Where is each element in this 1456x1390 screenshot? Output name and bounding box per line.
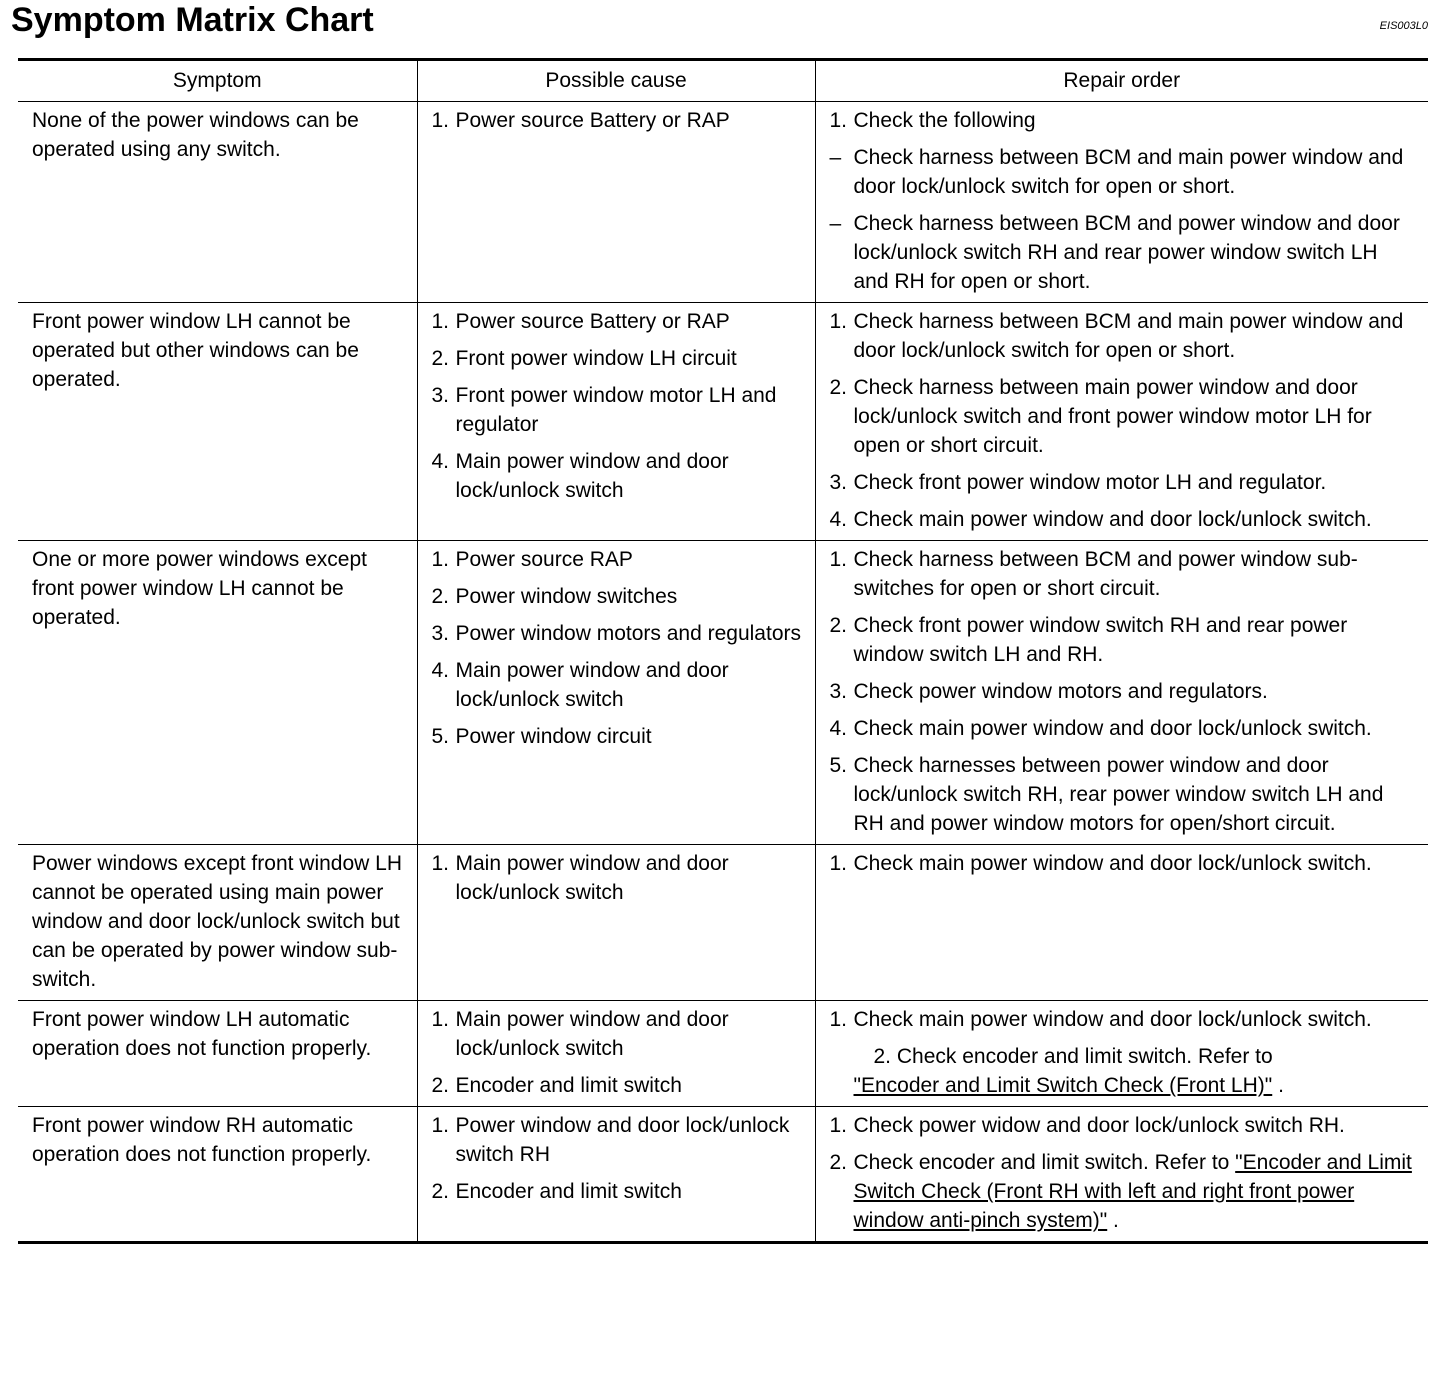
list — [432, 1111, 805, 1206]
list-text: Main power window and door lock/unlock switch — [455, 852, 729, 904]
list-marker: 1. — [431, 109, 450, 132]
list-marker: 4. — [431, 450, 450, 473]
repair-order-cell — [815, 1107, 1428, 1243]
list-marker: 1. — [431, 1008, 450, 1031]
header-row — [18, 60, 1428, 102]
list-marker: 3. — [829, 471, 848, 494]
list — [830, 307, 1419, 534]
list-marker: 4. — [431, 659, 450, 682]
list-item — [432, 619, 805, 648]
list-marker: 2. — [829, 1151, 848, 1174]
list — [432, 545, 805, 751]
repair-order-cell — [815, 845, 1428, 1001]
list-text: Check harness between BCM and main power window and door lock/unlock switch for open or short. — [853, 146, 1404, 198]
list-item — [432, 1111, 805, 1169]
list-item — [830, 545, 1419, 603]
list-item — [830, 1005, 1419, 1034]
possible-cause-cell — [417, 541, 815, 845]
list-item — [830, 611, 1419, 669]
list-text: Check power window motors and regulators. — [853, 680, 1268, 703]
list — [830, 106, 1419, 296]
list-text: Power window circuit — [455, 725, 652, 748]
list-text: . — [1272, 1074, 1284, 1097]
list — [830, 849, 1419, 878]
page-title: Symptom Matrix Chart — [11, 1, 374, 39]
list-text: Check power widow and door lock/unlock switch RH. — [853, 1114, 1345, 1137]
list-item — [830, 1148, 1419, 1235]
list-marker: 3. — [431, 622, 450, 645]
list-item — [830, 677, 1419, 706]
list-marker: 2. — [431, 1074, 450, 1097]
list-marker: 5. — [431, 725, 450, 748]
reference-link[interactable]: "Encoder and Limit Switch Check (Front LH)" — [853, 1074, 1273, 1097]
possible-cause-cell — [417, 1001, 815, 1107]
list-text: Check main power window and door lock/unlock switch. — [853, 508, 1372, 531]
list-item — [432, 106, 805, 135]
list-marker: 1. — [431, 310, 450, 333]
list-text: Check harness between BCM and power window and door lock/unlock switch RH and rear power window switch LH and RH for open or short. — [853, 212, 1400, 293]
list-text: Power source Battery or RAP — [455, 310, 730, 333]
list — [830, 545, 1419, 838]
possible-cause-cell — [417, 303, 815, 541]
list-item — [432, 381, 805, 439]
list-item — [830, 307, 1419, 365]
list-item — [432, 307, 805, 336]
list-item — [830, 714, 1419, 743]
list-text: Check harnesses between power window and door lock/unlock switch RH, rear power window switch LH and RH and power window motors for open/short circuit. — [853, 754, 1384, 835]
list-marker: 3. — [431, 384, 450, 407]
list-marker: 2. — [829, 614, 848, 637]
repair-order-cell — [815, 102, 1428, 303]
list-text: Check front power window motor LH and regulator. — [853, 471, 1327, 494]
list-text: Check harness between BCM and power window sub-switches for open or short circuit. — [853, 548, 1358, 600]
list-marker: 1. — [829, 852, 848, 875]
list-text: Encoder and limit switch — [455, 1074, 682, 1097]
list-item — [432, 1005, 805, 1063]
list-text: Main power window and door lock/unlock switch — [455, 450, 729, 502]
list-text: Check harness between main power window and door lock/unlock switch and front power window motor LH for open or short circuit. — [853, 376, 1372, 457]
list-text: Check main power window and door lock/unlock switch. — [853, 717, 1372, 740]
symptom-cell: Power windows except front window LH cannot be operated using main power window and door lock/unlock switch but can be operated by power window sub-switch. — [18, 845, 417, 1001]
list-item — [830, 209, 1419, 296]
list — [432, 1005, 805, 1100]
list-marker: 2. — [431, 1180, 450, 1203]
table-row — [18, 1107, 1428, 1243]
list-text: Power window motors and regulators — [455, 622, 801, 645]
list-text: Check main power window and door lock/unlock switch. — [853, 852, 1372, 875]
list-text: Power window switches — [455, 585, 678, 608]
table-row — [18, 845, 1428, 1001]
list-item — [830, 373, 1419, 460]
list-item — [432, 545, 805, 574]
list-text: 2. Check encoder and limit switch. Refer to — [873, 1045, 1273, 1068]
list-marker: 1. — [829, 548, 848, 571]
repair-order-cell — [815, 1001, 1428, 1107]
table-row — [18, 102, 1428, 303]
list — [432, 849, 805, 907]
document-code: EIS003L0 — [1379, 20, 1428, 32]
list-text: Main power window and door lock/unlock switch — [455, 659, 729, 711]
list-text: Front power window motor LH and regulator — [455, 384, 777, 436]
list-item — [432, 656, 805, 714]
list-marker: 4. — [829, 508, 848, 531]
list-marker: 1. — [431, 1114, 450, 1137]
list-marker: 3. — [829, 680, 848, 703]
table-row — [18, 1001, 1428, 1107]
list-text: Main power window and door lock/unlock switch — [455, 1008, 729, 1060]
symptom-matrix-table — [18, 58, 1428, 1244]
list-item — [432, 1177, 805, 1206]
header-repair-order: Repair order — [815, 60, 1428, 102]
list-marker: – — [829, 146, 842, 169]
list-item — [830, 751, 1419, 838]
list-text: Front power window LH circuit — [455, 347, 737, 370]
list-item — [432, 582, 805, 611]
list-marker: 1. — [431, 548, 450, 571]
symptom-cell: Front power window RH automatic operation does not function properly. — [32, 1114, 372, 1166]
table-row — [18, 303, 1428, 541]
symptom-cell: Front power window LH cannot be operated but other windows can be operated. — [18, 303, 417, 541]
list-marker: 1. — [829, 310, 848, 333]
list-text: Check main power window and door lock/unlock switch. — [853, 1008, 1372, 1031]
header-symptom: Symptom — [18, 60, 417, 102]
list-text: Power source RAP — [455, 548, 633, 571]
list-item — [830, 1111, 1419, 1140]
list-text: . — [1107, 1209, 1119, 1232]
symptom-cell: Front power window LH automatic operation does not function properly. — [18, 1001, 417, 1107]
list — [830, 1111, 1419, 1235]
list-text: Check harness between BCM and main power window and door lock/unlock switch for open or short. — [853, 310, 1404, 362]
list-marker: 1. — [829, 109, 848, 132]
list-marker: 2. — [431, 585, 450, 608]
list-item — [432, 447, 805, 505]
list-item — [830, 143, 1419, 201]
list-marker: 5. — [829, 754, 848, 777]
list-marker: 1. — [829, 1008, 848, 1031]
header-possible-cause: Possible cause — [417, 60, 815, 102]
list — [830, 1005, 1419, 1100]
list-marker: – — [829, 212, 842, 235]
list-marker: 4. — [829, 717, 848, 740]
symptom-cell: None of the power windows can be operated using any switch. — [18, 102, 417, 303]
possible-cause-cell — [417, 1107, 815, 1243]
list-marker: 2. — [829, 376, 848, 399]
list-item — [432, 1071, 805, 1100]
list-marker: 1. — [431, 852, 450, 875]
possible-cause-cell — [417, 845, 815, 1001]
list-marker: 2. — [431, 347, 450, 370]
list-text: Power source Battery or RAP — [455, 109, 730, 132]
list-item — [830, 106, 1419, 135]
list-text: Check the following — [853, 109, 1036, 132]
list-text: Encoder and limit switch — [455, 1180, 682, 1203]
list-item — [830, 849, 1419, 878]
list-text: Power window and door lock/unlock switch RH — [455, 1114, 790, 1166]
list — [432, 307, 805, 505]
list-text: Check front power window switch RH and rear power window switch LH and RH. — [853, 614, 1348, 666]
list-marker: 1. — [829, 1114, 848, 1137]
list-item — [432, 344, 805, 373]
list-item — [830, 505, 1419, 534]
reference-link[interactable]: "Encoder and Limit Switch Check (Front RH with left and right front power window anti-pinch system)" — [853, 1151, 1412, 1232]
repair-order-cell — [815, 541, 1428, 845]
table-row — [18, 541, 1428, 845]
possible-cause-cell — [417, 102, 815, 303]
repair-order-cell — [815, 303, 1428, 541]
list-item — [830, 468, 1419, 497]
list-item — [830, 1042, 1419, 1100]
list — [432, 106, 805, 135]
list-item — [432, 722, 805, 751]
list-text: Check encoder and limit switch. Refer to — [853, 1151, 1236, 1174]
list-item — [432, 849, 805, 907]
symptom-cell: One or more power windows except front power window LH cannot be operated. — [18, 541, 417, 845]
